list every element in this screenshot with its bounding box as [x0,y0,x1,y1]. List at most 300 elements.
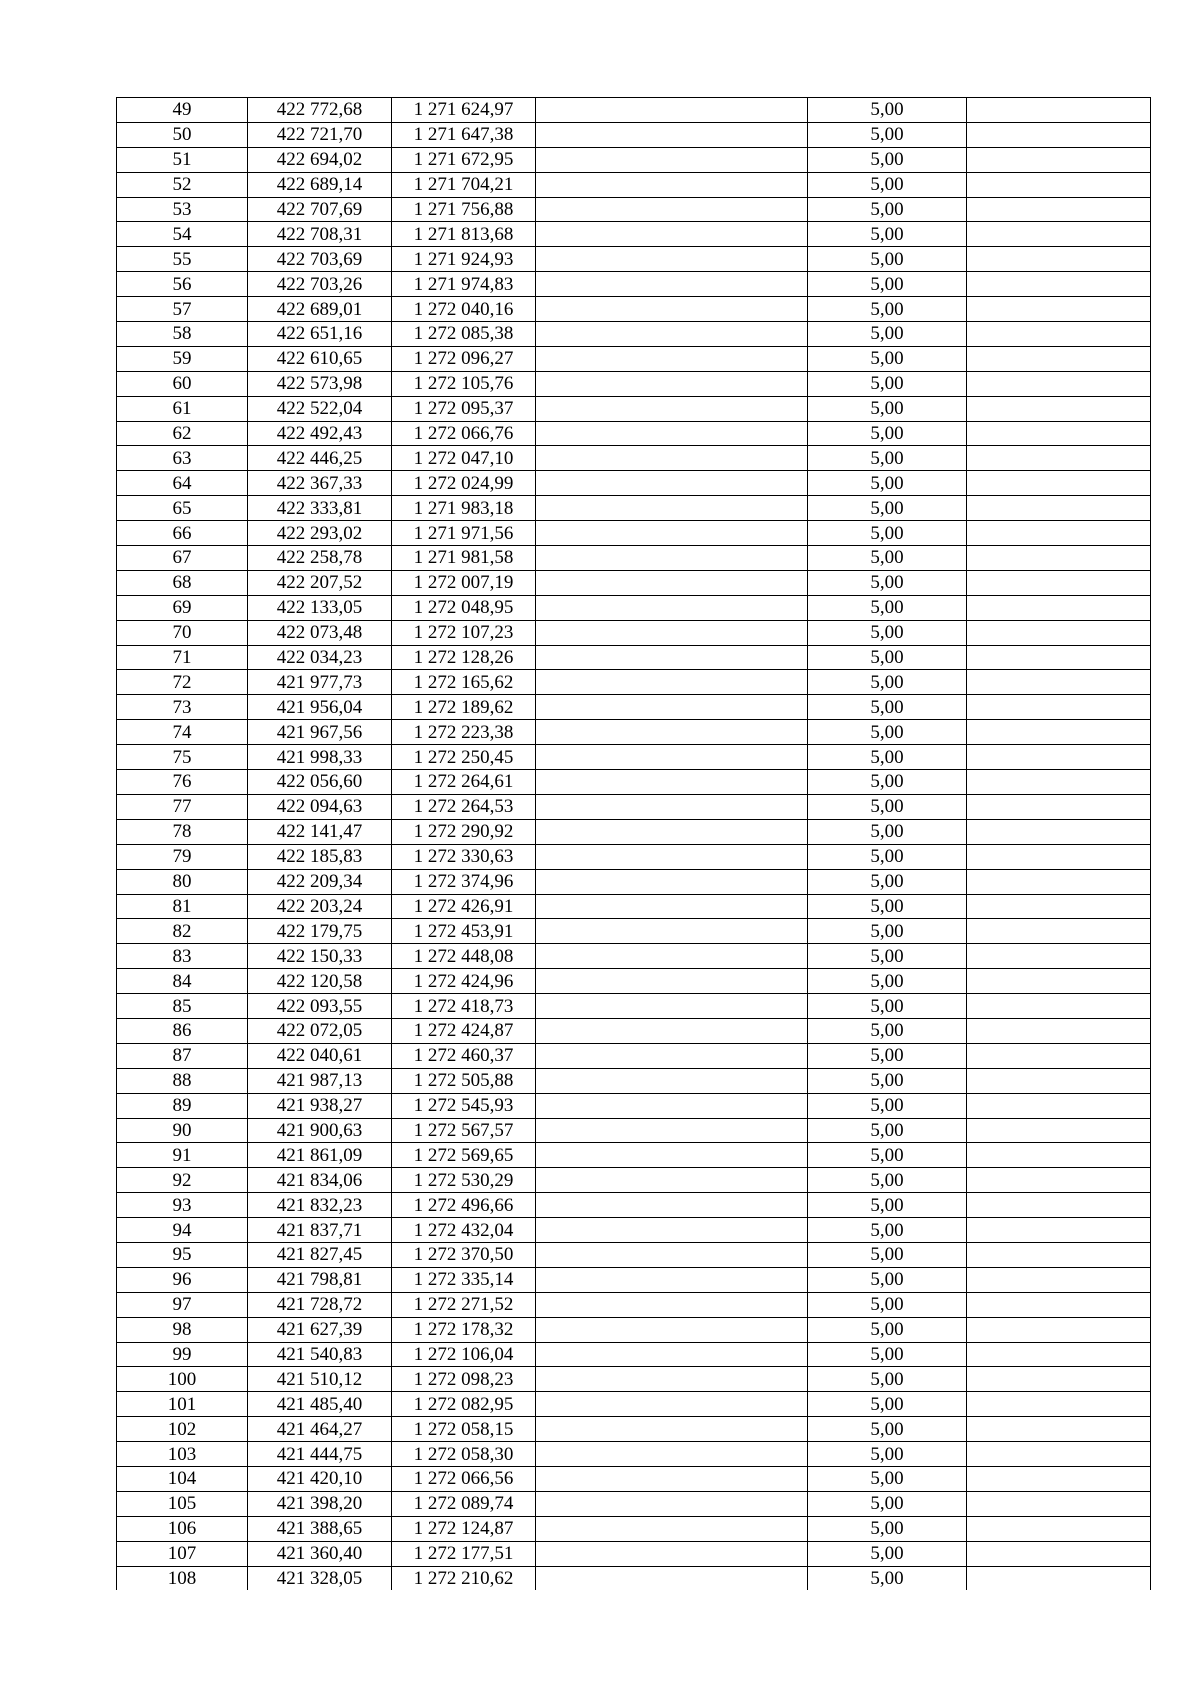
blank-cell [536,1267,808,1292]
point-number-cell: 104 [117,1466,248,1491]
blank-cell [967,147,1151,172]
x-coordinate-cell: 421 967,56 [248,720,392,745]
blank-cell [967,98,1151,123]
blank-cell [967,322,1151,347]
point-number-cell: 75 [117,745,248,770]
point-number-cell: 65 [117,496,248,521]
table-row [117,1143,1151,1168]
point-number-cell: 88 [117,1068,248,1093]
table-row [117,1292,1151,1317]
point-number-cell: 106 [117,1516,248,1541]
blank-cell [536,446,808,471]
table-row [117,620,1151,645]
value-cell: 5,00 [808,272,967,297]
value-cell: 5,00 [808,1466,967,1491]
blank-cell [536,222,808,247]
blank-cell [536,1143,808,1168]
point-number-cell: 49 [117,98,248,123]
y-coordinate-cell: 1 272 264,53 [392,794,536,819]
value-cell: 5,00 [808,346,967,371]
value-cell: 5,00 [808,745,967,770]
blank-cell [536,645,808,670]
blank-cell [967,819,1151,844]
value-cell: 5,00 [808,994,967,1019]
x-coordinate-cell: 422 056,60 [248,770,392,795]
x-coordinate-cell: 422 651,16 [248,322,392,347]
blank-cell [536,1242,808,1267]
x-coordinate-cell: 421 861,09 [248,1143,392,1168]
blank-cell [536,421,808,446]
blank-cell [536,1417,808,1442]
point-number-cell: 61 [117,396,248,421]
table-row [117,1093,1151,1118]
blank-cell [536,919,808,944]
blank-cell [536,944,808,969]
blank-cell [967,695,1151,720]
blank-cell [967,1242,1151,1267]
table-row [117,794,1151,819]
blank-cell [967,770,1151,795]
y-coordinate-cell: 1 272 124,87 [392,1516,536,1541]
x-coordinate-cell: 422 694,02 [248,147,392,172]
table-row [117,720,1151,745]
point-number-cell: 102 [117,1417,248,1442]
blank-cell [536,1541,808,1566]
y-coordinate-cell: 1 272 128,26 [392,645,536,670]
point-number-cell: 53 [117,197,248,222]
table-row [117,1566,1151,1590]
x-coordinate-cell: 422 040,61 [248,1043,392,1068]
y-coordinate-cell: 1 272 424,96 [392,969,536,994]
blank-cell [536,1466,808,1491]
blank-cell [967,570,1151,595]
table-row [117,322,1151,347]
blank-cell [536,122,808,147]
point-number-cell: 90 [117,1118,248,1143]
y-coordinate-cell: 1 272 264,61 [392,770,536,795]
blank-cell [536,297,808,322]
value-cell: 5,00 [808,98,967,123]
blank-cell [536,346,808,371]
point-number-cell: 52 [117,172,248,197]
point-number-cell: 103 [117,1442,248,1467]
blank-cell [536,745,808,770]
x-coordinate-cell: 421 728,72 [248,1292,392,1317]
x-coordinate-cell: 421 832,23 [248,1193,392,1218]
point-number-cell: 69 [117,595,248,620]
y-coordinate-cell: 1 272 096,27 [392,346,536,371]
x-coordinate-cell: 421 627,39 [248,1317,392,1342]
blank-cell [536,794,808,819]
value-cell: 5,00 [808,894,967,919]
table-row [117,122,1151,147]
table-row [117,172,1151,197]
value-cell: 5,00 [808,670,967,695]
value-cell: 5,00 [808,371,967,396]
value-cell: 5,00 [808,172,967,197]
value-cell: 5,00 [808,1392,967,1417]
value-cell: 5,00 [808,944,967,969]
value-cell: 5,00 [808,570,967,595]
blank-cell [536,371,808,396]
table-row [117,1442,1151,1467]
x-coordinate-cell: 421 837,71 [248,1218,392,1243]
blank-cell [536,1292,808,1317]
blank-cell [967,844,1151,869]
y-coordinate-cell: 1 272 098,23 [392,1367,536,1392]
value-cell: 5,00 [808,1068,967,1093]
y-coordinate-cell: 1 271 704,21 [392,172,536,197]
y-coordinate-cell: 1 272 290,92 [392,819,536,844]
blank-cell [967,894,1151,919]
y-coordinate-cell: 1 272 105,76 [392,371,536,396]
blank-cell [536,1018,808,1043]
point-number-cell: 81 [117,894,248,919]
point-number-cell: 92 [117,1168,248,1193]
x-coordinate-cell: 421 998,33 [248,745,392,770]
blank-cell [967,1317,1151,1342]
point-number-cell: 77 [117,794,248,819]
blank-cell [967,496,1151,521]
table-row [117,496,1151,521]
y-coordinate-cell: 1 272 048,95 [392,595,536,620]
blank-cell [967,421,1151,446]
blank-cell [536,272,808,297]
value-cell: 5,00 [808,147,967,172]
y-coordinate-cell: 1 272 453,91 [392,919,536,944]
x-coordinate-cell: 422 446,25 [248,446,392,471]
blank-cell [967,1068,1151,1093]
blank-cell [536,620,808,645]
point-number-cell: 101 [117,1392,248,1417]
blank-cell [967,944,1151,969]
y-coordinate-cell: 1 272 335,14 [392,1267,536,1292]
point-number-cell: 86 [117,1018,248,1043]
blank-cell [536,819,808,844]
blank-cell [967,1168,1151,1193]
point-number-cell: 67 [117,546,248,571]
blank-cell [536,322,808,347]
y-coordinate-cell: 1 271 971,56 [392,521,536,546]
blank-cell [967,1466,1151,1491]
point-number-cell: 85 [117,994,248,1019]
y-coordinate-cell: 1 272 505,88 [392,1068,536,1093]
table-row [117,1267,1151,1292]
blank-cell [536,1392,808,1417]
blank-cell [967,371,1151,396]
blank-cell [536,894,808,919]
y-coordinate-cell: 1 272 370,50 [392,1242,536,1267]
point-number-cell: 57 [117,297,248,322]
x-coordinate-cell: 421 956,04 [248,695,392,720]
point-number-cell: 87 [117,1043,248,1068]
blank-cell [967,720,1151,745]
blank-cell [536,396,808,421]
table-row [117,1541,1151,1566]
point-number-cell: 99 [117,1342,248,1367]
point-number-cell: 55 [117,247,248,272]
blank-cell [967,1218,1151,1243]
blank-cell [536,1218,808,1243]
x-coordinate-cell: 421 987,13 [248,1068,392,1093]
x-coordinate-cell: 421 510,12 [248,1367,392,1392]
table-row [117,1193,1151,1218]
x-coordinate-cell: 422 034,23 [248,645,392,670]
y-coordinate-cell: 1 272 024,99 [392,471,536,496]
value-cell: 5,00 [808,695,967,720]
x-coordinate-cell: 421 398,20 [248,1491,392,1516]
x-coordinate-cell: 421 485,40 [248,1392,392,1417]
value-cell: 5,00 [808,1317,967,1342]
blank-cell [967,297,1151,322]
table-row [117,1392,1151,1417]
table-row [117,396,1151,421]
y-coordinate-cell: 1 272 432,04 [392,1218,536,1243]
table-row [117,1342,1151,1367]
x-coordinate-cell: 422 772,68 [248,98,392,123]
y-coordinate-cell: 1 272 210,62 [392,1566,536,1590]
value-cell: 5,00 [808,322,967,347]
blank-cell [536,670,808,695]
table-row [117,994,1151,1019]
y-coordinate-cell: 1 272 496,66 [392,1193,536,1218]
value-cell: 5,00 [808,620,967,645]
blank-cell [967,1093,1151,1118]
value-cell: 5,00 [808,1292,967,1317]
y-coordinate-cell: 1 272 040,16 [392,297,536,322]
point-number-cell: 63 [117,446,248,471]
blank-cell [536,546,808,571]
y-coordinate-cell: 1 272 177,51 [392,1541,536,1566]
y-coordinate-cell: 1 272 089,74 [392,1491,536,1516]
point-number-cell: 83 [117,944,248,969]
table-row [117,371,1151,396]
x-coordinate-cell: 422 492,43 [248,421,392,446]
table-row [117,471,1151,496]
value-cell: 5,00 [808,595,967,620]
y-coordinate-cell: 1 272 330,63 [392,844,536,869]
x-coordinate-cell: 422 367,33 [248,471,392,496]
x-coordinate-cell: 422 721,70 [248,122,392,147]
blank-cell [536,247,808,272]
table-row [117,570,1151,595]
blank-cell [536,521,808,546]
blank-cell [967,1292,1151,1317]
table-row [117,1118,1151,1143]
value-cell: 5,00 [808,197,967,222]
x-coordinate-cell: 422 133,05 [248,595,392,620]
point-number-cell: 93 [117,1193,248,1218]
value-cell: 5,00 [808,1168,967,1193]
blank-cell [536,1043,808,1068]
y-coordinate-cell: 1 272 106,04 [392,1342,536,1367]
y-coordinate-cell: 1 272 189,62 [392,695,536,720]
y-coordinate-cell: 1 272 085,38 [392,322,536,347]
blank-cell [536,98,808,123]
blank-cell [967,272,1151,297]
y-coordinate-cell: 1 271 672,95 [392,147,536,172]
table-row [117,1242,1151,1267]
coordinates-table [116,97,1151,1590]
point-number-cell: 59 [117,346,248,371]
table-row [117,944,1151,969]
x-coordinate-cell: 421 464,27 [248,1417,392,1442]
blank-cell [967,745,1151,770]
blank-cell [967,521,1151,546]
value-cell: 5,00 [808,1367,967,1392]
point-number-cell: 105 [117,1491,248,1516]
blank-cell [967,1043,1151,1068]
blank-cell [967,595,1151,620]
x-coordinate-cell: 422 707,69 [248,197,392,222]
value-cell: 5,00 [808,919,967,944]
x-coordinate-cell: 422 209,34 [248,869,392,894]
value-cell: 5,00 [808,969,967,994]
blank-cell [967,1417,1151,1442]
x-coordinate-cell: 422 333,81 [248,496,392,521]
x-coordinate-cell: 421 798,81 [248,1267,392,1292]
y-coordinate-cell: 1 272 530,29 [392,1168,536,1193]
blank-cell [536,695,808,720]
value-cell: 5,00 [808,1442,967,1467]
x-coordinate-cell: 422 072,05 [248,1018,392,1043]
x-coordinate-cell: 422 703,26 [248,272,392,297]
table-row [117,147,1151,172]
point-number-cell: 91 [117,1143,248,1168]
x-coordinate-cell: 422 185,83 [248,844,392,869]
coordinates-table-body [117,98,1151,1591]
value-cell: 5,00 [808,1417,967,1442]
x-coordinate-cell: 421 540,83 [248,1342,392,1367]
x-coordinate-cell: 422 689,14 [248,172,392,197]
value-cell: 5,00 [808,297,967,322]
blank-cell [536,1118,808,1143]
blank-cell [967,620,1151,645]
blank-cell [967,1491,1151,1516]
value-cell: 5,00 [808,1218,967,1243]
value-cell: 5,00 [808,1242,967,1267]
blank-cell [536,595,808,620]
blank-cell [536,844,808,869]
value-cell: 5,00 [808,844,967,869]
value-cell: 5,00 [808,421,967,446]
blank-cell [967,1193,1151,1218]
table-row [117,197,1151,222]
blank-cell [536,1168,808,1193]
table-row [117,695,1151,720]
y-coordinate-cell: 1 272 107,23 [392,620,536,645]
value-cell: 5,00 [808,1566,967,1590]
value-cell: 5,00 [808,1193,967,1218]
blank-cell [967,222,1151,247]
blank-cell [536,1491,808,1516]
y-coordinate-cell: 1 271 981,58 [392,546,536,571]
y-coordinate-cell: 1 271 756,88 [392,197,536,222]
table-row [117,546,1151,571]
value-cell: 5,00 [808,645,967,670]
y-coordinate-cell: 1 272 223,38 [392,720,536,745]
x-coordinate-cell: 422 203,24 [248,894,392,919]
blank-cell [536,994,808,1019]
y-coordinate-cell: 1 271 624,97 [392,98,536,123]
table-row [117,1317,1151,1342]
value-cell: 5,00 [808,1267,967,1292]
y-coordinate-cell: 1 272 374,96 [392,869,536,894]
y-coordinate-cell: 1 271 647,38 [392,122,536,147]
point-number-cell: 72 [117,670,248,695]
blank-cell [536,1068,808,1093]
point-number-cell: 51 [117,147,248,172]
blank-cell [967,197,1151,222]
point-number-cell: 66 [117,521,248,546]
x-coordinate-cell: 422 120,58 [248,969,392,994]
point-number-cell: 107 [117,1541,248,1566]
x-coordinate-cell: 422 610,65 [248,346,392,371]
y-coordinate-cell: 1 271 983,18 [392,496,536,521]
blank-cell [536,1093,808,1118]
point-number-cell: 56 [117,272,248,297]
blank-cell [967,396,1151,421]
blank-cell [967,1566,1151,1590]
value-cell: 5,00 [808,496,967,521]
y-coordinate-cell: 1 272 047,10 [392,446,536,471]
point-number-cell: 70 [117,620,248,645]
blank-cell [967,346,1151,371]
table-row [117,98,1151,123]
value-cell: 5,00 [808,1516,967,1541]
table-row [117,1367,1151,1392]
blank-cell [967,247,1151,272]
blank-cell [536,471,808,496]
y-coordinate-cell: 1 272 066,56 [392,1466,536,1491]
x-coordinate-cell: 421 444,75 [248,1442,392,1467]
point-number-cell: 108 [117,1566,248,1590]
table-row [117,421,1151,446]
x-coordinate-cell: 422 073,48 [248,620,392,645]
x-coordinate-cell: 422 258,78 [248,546,392,571]
value-cell: 5,00 [808,1541,967,1566]
table-row [117,745,1151,770]
blank-cell [967,172,1151,197]
value-cell: 5,00 [808,546,967,571]
value-cell: 5,00 [808,1043,967,1068]
x-coordinate-cell: 422 207,52 [248,570,392,595]
table-row [117,869,1151,894]
point-number-cell: 78 [117,819,248,844]
blank-cell [967,969,1151,994]
x-coordinate-cell: 422 708,31 [248,222,392,247]
point-number-cell: 68 [117,570,248,595]
y-coordinate-cell: 1 271 813,68 [392,222,536,247]
point-number-cell: 76 [117,770,248,795]
y-coordinate-cell: 1 272 426,91 [392,894,536,919]
x-coordinate-cell: 421 328,05 [248,1566,392,1590]
table-row [117,346,1151,371]
blank-cell [967,1442,1151,1467]
table-row [117,969,1151,994]
y-coordinate-cell: 1 271 924,93 [392,247,536,272]
x-coordinate-cell: 421 827,45 [248,1242,392,1267]
y-coordinate-cell: 1 272 165,62 [392,670,536,695]
table-row [117,272,1151,297]
blank-cell [967,446,1151,471]
table-row [117,844,1151,869]
y-coordinate-cell: 1 272 424,87 [392,1018,536,1043]
table-row [117,247,1151,272]
x-coordinate-cell: 421 900,63 [248,1118,392,1143]
blank-cell [536,1317,808,1342]
table-row [117,595,1151,620]
